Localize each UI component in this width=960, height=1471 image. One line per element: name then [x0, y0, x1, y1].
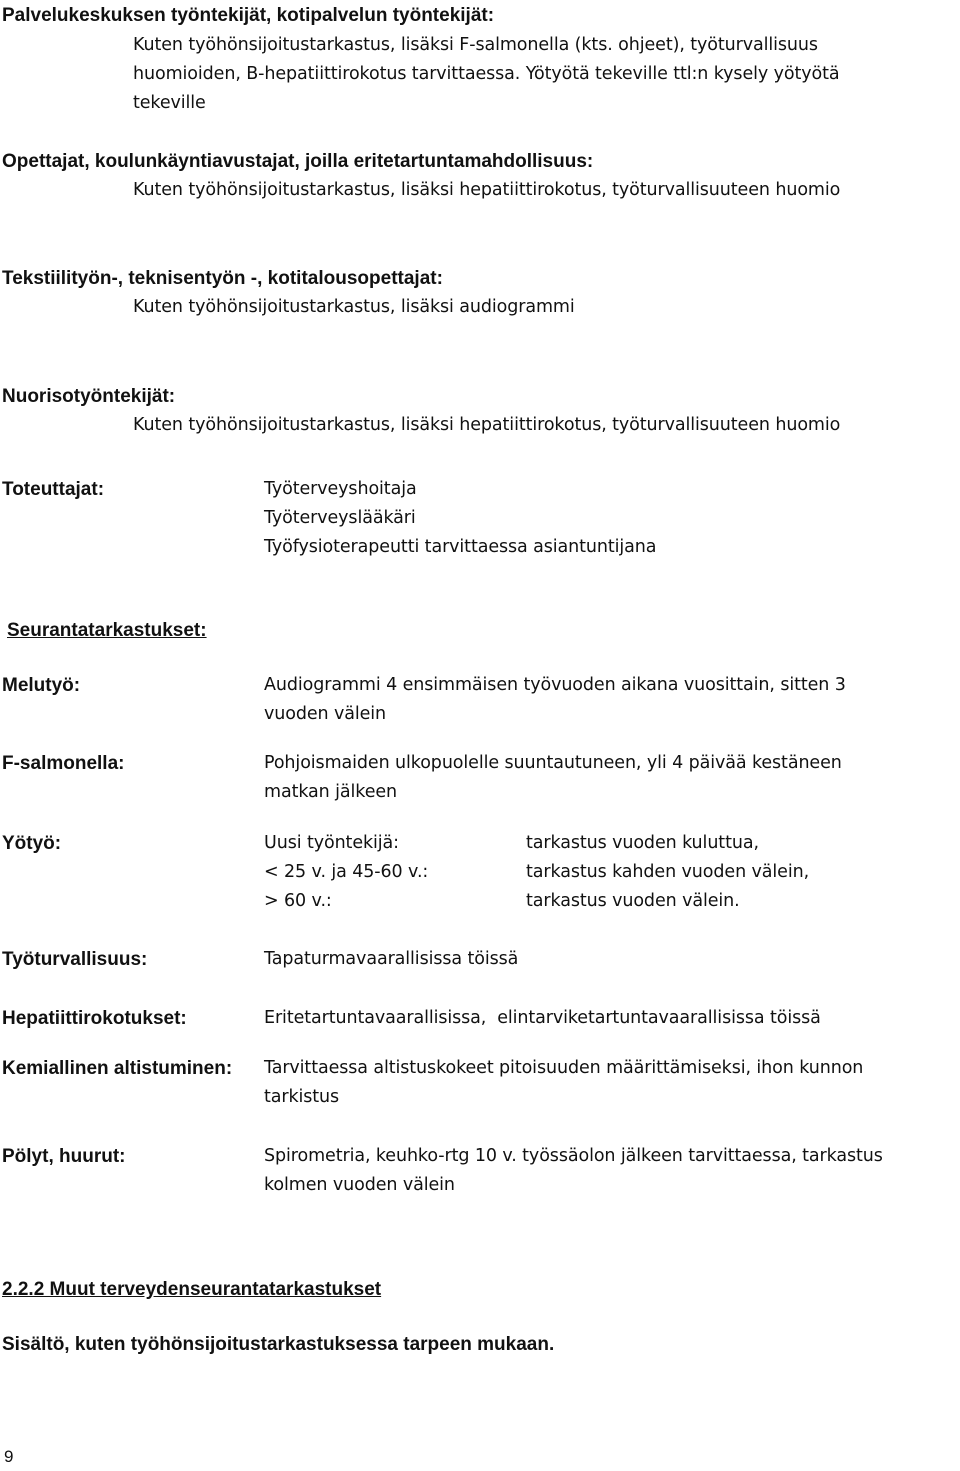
kotipalvelu-line-2: huomioiden, B-hepatiittirokotus tarvittaessa. Yötyötä tekeville ttl:n kysely yötyötä: [133, 64, 840, 84]
yotyo-group: > 60 v.:: [264, 891, 332, 911]
polyt-line-2: kolmen vuoden välein: [264, 1175, 455, 1195]
yotyo-label: Yötyö:: [2, 833, 62, 854]
hepatiitti-text: Eritetartuntavaarallisissa, elintarviketartuntavaarallisissa töissä: [264, 1008, 821, 1028]
seuranta-title: Seurantatarkastukset:: [7, 620, 207, 641]
muut-heading: 2.2.2 Muut terveydenseurantatarkastukset: [2, 1279, 382, 1300]
yotyo-rule: tarkastus kahden vuoden välein,: [526, 862, 810, 882]
melutyo-label: Melutyö:: [2, 675, 81, 696]
section-heading-opettajat: Opettajat, koulunkäyntiavustajat, joilla eritetartuntamahdollisuus:: [2, 151, 594, 172]
melutyo-line-1: Audiogrammi 4 ensimmäisen työvuoden aikana vuosittain, sitten 3: [264, 675, 846, 695]
nuoriso-line-1: Kuten työhönsijoitustarkastus, lisäksi hepatiittirokotus, työturvallisuuteen huomio: [133, 415, 841, 435]
section-heading-kotipalvelu: Palvelukeskuksen työntekijät, kotipalvelun työntekijät:: [2, 5, 495, 26]
tyoturvallisuus-text: Tapaturmavaarallisissa töissä: [264, 949, 519, 969]
toteuttajat-label: Toteuttajat:: [2, 479, 105, 500]
kotipalvelu-line-3: tekeville: [133, 93, 206, 113]
yotyo-group: Uusi työntekijä:: [264, 833, 399, 853]
fsalmonella-line-2: matkan jälkeen: [264, 782, 398, 802]
section-heading-tekstiili: Tekstiilityön-, teknisentyön -, kotitalousopettajat:: [2, 268, 443, 289]
yotyo-group: < 25 v. ja 45-60 v.:: [264, 862, 429, 882]
kemiallinen-line-1: Tarvittaessa altistuskokeet pitoisuuden määrittämiseksi, ihon kunnon: [264, 1058, 864, 1078]
toteuttaja-item: Työfysioterapeutti tarvittaessa asiantuntijana: [264, 537, 657, 557]
kotipalvelu-line-1: Kuten työhönsijoitustarkastus, lisäksi F-salmonella (kts. ohjeet), työturvallisuus: [133, 35, 818, 55]
hepatiitti-label: Hepatiittirokotukset:: [2, 1008, 187, 1029]
yotyo-rule: tarkastus vuoden välein.: [526, 891, 740, 911]
tekstiili-line-1: Kuten työhönsijoitustarkastus, lisäksi audiogrammi: [133, 297, 575, 317]
polyt-label: Pölyt, huurut:: [2, 1146, 126, 1167]
toteuttaja-item: Työterveyslääkäri: [264, 508, 416, 528]
fsalmonella-line-1: Pohjoismaiden ulkopuolelle suuntautuneen, yli 4 päivää kestäneen: [264, 753, 842, 773]
tyoturvallisuus-label: Työturvallisuus:: [2, 949, 148, 970]
toteuttaja-item: Työterveyshoitaja: [264, 479, 417, 499]
muut-text: Sisältö, kuten työhönsijoitustarkastuksessa tarpeen mukaan.: [2, 1334, 555, 1355]
kemiallinen-label: Kemiallinen altistuminen:: [2, 1058, 233, 1079]
kemiallinen-line-2: tarkistus: [264, 1087, 340, 1107]
polyt-line-1: Spirometria, keuhko-rtg 10 v. työssäolon jälkeen tarvittaessa, tarkastus: [264, 1146, 883, 1166]
yotyo-rule: tarkastus vuoden kuluttua,: [526, 833, 759, 853]
melutyo-line-2: vuoden välein: [264, 704, 387, 724]
section-heading-nuoriso: Nuorisotyöntekijät:: [2, 386, 176, 407]
opettajat-line-1: Kuten työhönsijoitustarkastus, lisäksi hepatiittirokotus, työturvallisuuteen huomio: [133, 180, 841, 200]
page-number: 9: [4, 1447, 14, 1466]
fsalmonella-label: F-salmonella:: [2, 753, 125, 774]
